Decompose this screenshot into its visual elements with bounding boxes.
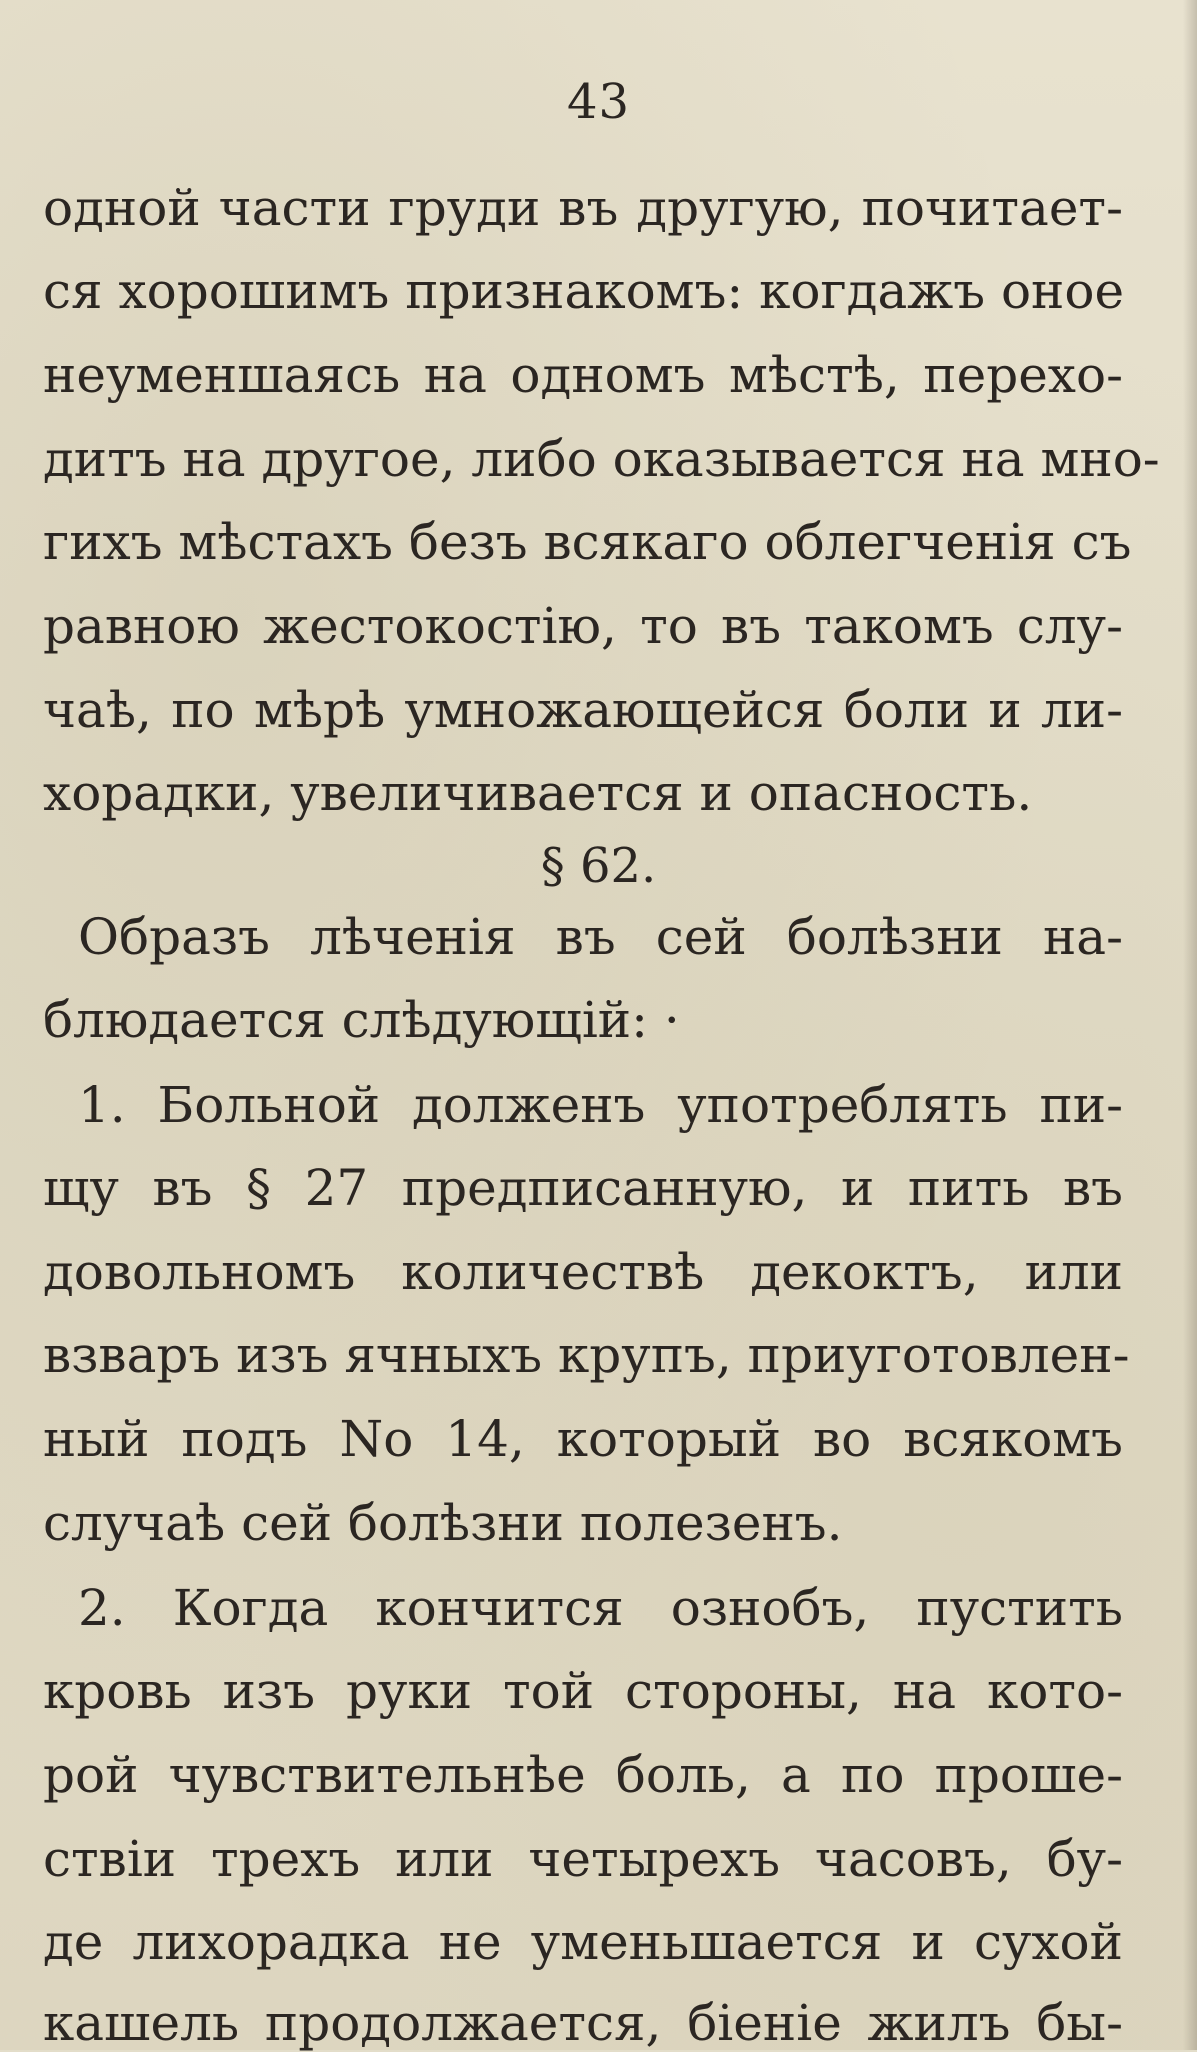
text-line: взваръ изъ ячныхъ крупъ, приуготовлен-: [43, 1326, 1130, 1384]
page-number: 43: [566, 74, 631, 130]
text-line: чаѣ, по мѣрѣ умножающейся боли и ли-: [43, 681, 1123, 739]
text-line: рой чувствительнѣе боль, а по проше-: [43, 1746, 1123, 1804]
page-edge-shadow: [1183, 0, 1197, 2050]
text-line: кашель продолжается, біеніе жилъ бы-: [43, 1994, 1123, 2052]
text-line: дитъ на другое, либо оказывается на мно-: [43, 430, 1160, 488]
text-line: довольномъ количествѣ декоктъ, или: [43, 1243, 1123, 1301]
text-line: 1. Больной долженъ употреблять пи-: [78, 1076, 1123, 1134]
text-line: ный подъ No 14, который во всякомъ: [43, 1410, 1123, 1468]
text-line: щу въ § 27 предписанную, и пить въ: [43, 1159, 1123, 1217]
text-line: случаѣ сей болѣзни полезенъ.: [43, 1494, 843, 1552]
text-line: гихъ мѣстахъ безъ всякаго облегченія съ: [43, 513, 1132, 571]
text-line: хорадки, увеличивается и опасность.: [43, 764, 1033, 822]
text-line: равною жестокостію, то въ такомъ слу-: [43, 597, 1123, 655]
text-line: кровь изъ руки той стороны, на кото-: [43, 1662, 1123, 1720]
text-line: одной части груди въ другую, почитает-: [43, 179, 1123, 237]
text-line: ствіи трехъ или четырехъ часовъ, бу-: [43, 1830, 1123, 1888]
text-line: Образъ лѣченія въ сей болѣзни на-: [78, 908, 1123, 966]
text-line: де лихорадка не уменьшается и сухой: [43, 1913, 1123, 1971]
section-heading: § 62.: [540, 838, 657, 894]
text-line: неуменшаясь на одномъ мѣстѣ, перехо-: [43, 346, 1123, 404]
text-line: ся хорошимъ признакомъ: когдажъ оное: [43, 262, 1125, 320]
text-line: 2. Когда кончится ознобъ, пустить: [78, 1579, 1123, 1637]
text-line: блюдается слѣдующій: ·: [43, 991, 680, 1049]
